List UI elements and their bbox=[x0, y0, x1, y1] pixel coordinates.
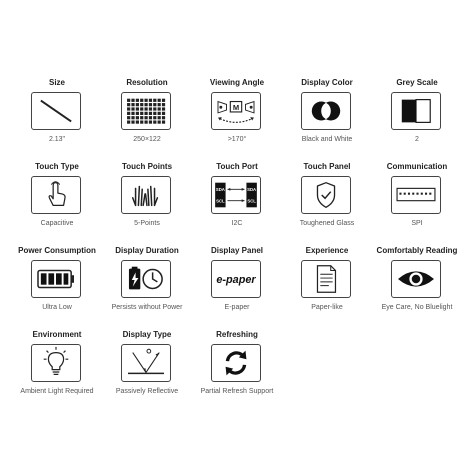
pixel-dot bbox=[153, 112, 156, 115]
pixel-dot bbox=[131, 107, 134, 110]
feature-caption: Black and White bbox=[301, 136, 353, 143]
feature-caption: E-paper bbox=[224, 304, 250, 311]
feature-refreshing bbox=[192, 330, 282, 410]
pixel-dot bbox=[127, 120, 130, 123]
header-pin bbox=[408, 193, 410, 195]
feature-caption: I2C bbox=[231, 220, 243, 227]
feature-title: Experience bbox=[305, 246, 349, 255]
pixel-dot bbox=[131, 120, 134, 123]
feature-title: Display Color bbox=[301, 78, 353, 87]
feature-caption: Toughened Glass bbox=[299, 220, 355, 227]
feature-experience bbox=[282, 246, 372, 326]
pixel-dot bbox=[144, 103, 147, 106]
pixel-dot bbox=[140, 116, 143, 119]
pixel-dot bbox=[149, 112, 152, 115]
pixel-dot bbox=[127, 116, 130, 119]
pixel-dot bbox=[158, 120, 161, 123]
feature-title: Size bbox=[48, 78, 65, 87]
feature-title: Communication bbox=[386, 162, 448, 171]
header-pin bbox=[425, 193, 427, 195]
pixel-dot bbox=[149, 116, 152, 119]
pixel-dot bbox=[144, 112, 147, 115]
header-pin bbox=[412, 193, 414, 195]
pixel-dot bbox=[136, 107, 139, 110]
feature-communication bbox=[372, 162, 462, 242]
feature-touch-type bbox=[12, 162, 102, 242]
pixel-dot bbox=[136, 116, 139, 119]
feature-caption: Capacitive bbox=[40, 220, 74, 227]
document-icon bbox=[301, 260, 351, 298]
header-pin bbox=[421, 193, 423, 195]
black-white-circles-icon bbox=[301, 92, 351, 130]
feature-viewing-angle bbox=[192, 78, 282, 158]
pixel-dot bbox=[162, 120, 165, 123]
pixel-dot bbox=[162, 107, 165, 110]
pixel-dot bbox=[136, 120, 139, 123]
feature-caption: >170° bbox=[227, 136, 247, 143]
feature-title: Touch Port bbox=[216, 162, 258, 171]
feature-caption: Paper-like bbox=[311, 304, 343, 311]
pixel-dot bbox=[127, 112, 130, 115]
feature-title: Touch Type bbox=[35, 162, 79, 171]
pixel-dot bbox=[153, 99, 156, 102]
pixel-dot bbox=[136, 103, 139, 106]
refresh-arrows-icon bbox=[211, 344, 261, 382]
pixel-dot bbox=[144, 99, 147, 102]
light-bulb-icon bbox=[31, 344, 81, 382]
header-pin bbox=[399, 193, 401, 195]
sda-scl-icon bbox=[211, 176, 261, 214]
pixel-dot bbox=[131, 99, 134, 102]
pixel-dot bbox=[158, 99, 161, 102]
reflection-icon bbox=[121, 344, 171, 382]
header-pin bbox=[429, 193, 431, 195]
pixel-dot bbox=[149, 107, 152, 110]
pixel-dot bbox=[162, 103, 165, 106]
pixel-dot bbox=[144, 107, 147, 110]
pixel-dot bbox=[136, 99, 139, 102]
feature-display-panel bbox=[192, 246, 282, 326]
feature-title: Resolution bbox=[126, 78, 168, 87]
battery-icon bbox=[31, 260, 81, 298]
pixel-dot bbox=[140, 112, 143, 115]
feature-resolution bbox=[102, 78, 192, 158]
grey-scale-icon bbox=[391, 92, 441, 130]
pixel-dot bbox=[149, 103, 152, 106]
pixel-dot bbox=[140, 99, 143, 102]
pixel-dot bbox=[158, 112, 161, 115]
pin-header-icon bbox=[391, 176, 441, 214]
feature-caption: Ambient Light Required bbox=[20, 388, 94, 395]
scl-label-right: SCL bbox=[247, 198, 256, 204]
viewing-m-label: M bbox=[232, 103, 240, 113]
feature-caption: Passively Reflective bbox=[115, 388, 179, 395]
feature-display-color bbox=[282, 78, 372, 158]
feature-touch-port bbox=[192, 162, 282, 242]
feature-caption: Eye Care, No Bluelight bbox=[381, 304, 453, 311]
pixel-dot bbox=[140, 103, 143, 106]
feature-caption: SPI bbox=[411, 220, 423, 227]
pixel-dot bbox=[127, 103, 130, 106]
feature-title: Power Consumption bbox=[18, 246, 96, 255]
pixel-dot bbox=[144, 120, 147, 123]
pixel-dot bbox=[127, 107, 130, 110]
feature-caption: 5-Points bbox=[134, 220, 160, 227]
finger-touch-icon bbox=[31, 176, 81, 214]
pixel-dot bbox=[131, 116, 134, 119]
pixel-dot bbox=[140, 107, 143, 110]
epaper-text-icon bbox=[211, 260, 261, 298]
pixel-dot bbox=[158, 116, 161, 119]
feature-title: Grey Scale bbox=[396, 78, 438, 87]
pixel-dot bbox=[158, 107, 161, 110]
feature-environment bbox=[12, 330, 102, 410]
header-pin bbox=[404, 193, 406, 195]
pixel-dot bbox=[158, 103, 161, 106]
pixel-dot bbox=[144, 116, 147, 119]
header-pin bbox=[416, 193, 418, 195]
feature-title: Touch Panel bbox=[303, 162, 351, 171]
feature-title: Touch Points bbox=[121, 162, 173, 171]
multi-finger-icon bbox=[121, 176, 171, 214]
scl-label-left: SCL bbox=[216, 198, 225, 204]
feature-size bbox=[12, 78, 102, 158]
feature-comfortably-reading bbox=[372, 246, 462, 326]
pixel-dot bbox=[149, 120, 152, 123]
pixel-dot bbox=[153, 116, 156, 119]
feature-touch-points bbox=[102, 162, 192, 242]
pixel-dot bbox=[162, 112, 165, 115]
feature-title: Comfortably Reading bbox=[376, 246, 458, 255]
pixel-dot bbox=[162, 99, 165, 102]
feature-caption: Persists without Power bbox=[111, 304, 183, 311]
feature-caption: Ultra Low bbox=[42, 304, 72, 311]
power-clock-icon bbox=[121, 260, 171, 298]
feature-caption: Partial Refresh Support bbox=[200, 388, 274, 395]
feature-title: Display Panel bbox=[210, 246, 264, 255]
feature-grey-scale bbox=[372, 78, 462, 158]
sda-label-left: SDA bbox=[215, 187, 225, 193]
pixel-dot bbox=[149, 99, 152, 102]
pixel-dot bbox=[162, 116, 165, 119]
pixel-dot bbox=[136, 112, 139, 115]
diagonal-line-icon bbox=[31, 92, 81, 130]
feature-caption: 2 bbox=[415, 136, 419, 143]
shield-check-icon bbox=[301, 176, 351, 214]
feature-display-type bbox=[102, 330, 192, 410]
feature-title: Display Duration bbox=[115, 246, 179, 255]
feature-caption: 2.13" bbox=[48, 136, 66, 143]
pixel-dot bbox=[131, 112, 134, 115]
pixel-dot bbox=[127, 99, 130, 102]
pixel-dot bbox=[153, 120, 156, 123]
pixel-dot bbox=[131, 103, 134, 106]
feature-caption: 250×122 bbox=[133, 136, 161, 143]
feature-touch-panel bbox=[282, 162, 372, 242]
eye-icon bbox=[391, 260, 441, 298]
viewing-angle-icon bbox=[211, 92, 261, 130]
feature-title: Refreshing bbox=[216, 330, 258, 339]
feature-title: Display Type bbox=[122, 330, 172, 339]
sda-label-right: SDA bbox=[247, 187, 257, 193]
feature-title: Viewing Angle bbox=[209, 78, 265, 87]
pixel-dot bbox=[140, 120, 143, 123]
pixel-dot bbox=[153, 103, 156, 106]
feature-power-consumption bbox=[12, 246, 102, 326]
feature-display-duration bbox=[102, 246, 192, 326]
pixel-grid-icon bbox=[121, 92, 171, 130]
feature-title: Environment bbox=[32, 330, 82, 339]
pixel-dot bbox=[153, 107, 156, 110]
epaper-label: e-paper bbox=[216, 273, 256, 286]
